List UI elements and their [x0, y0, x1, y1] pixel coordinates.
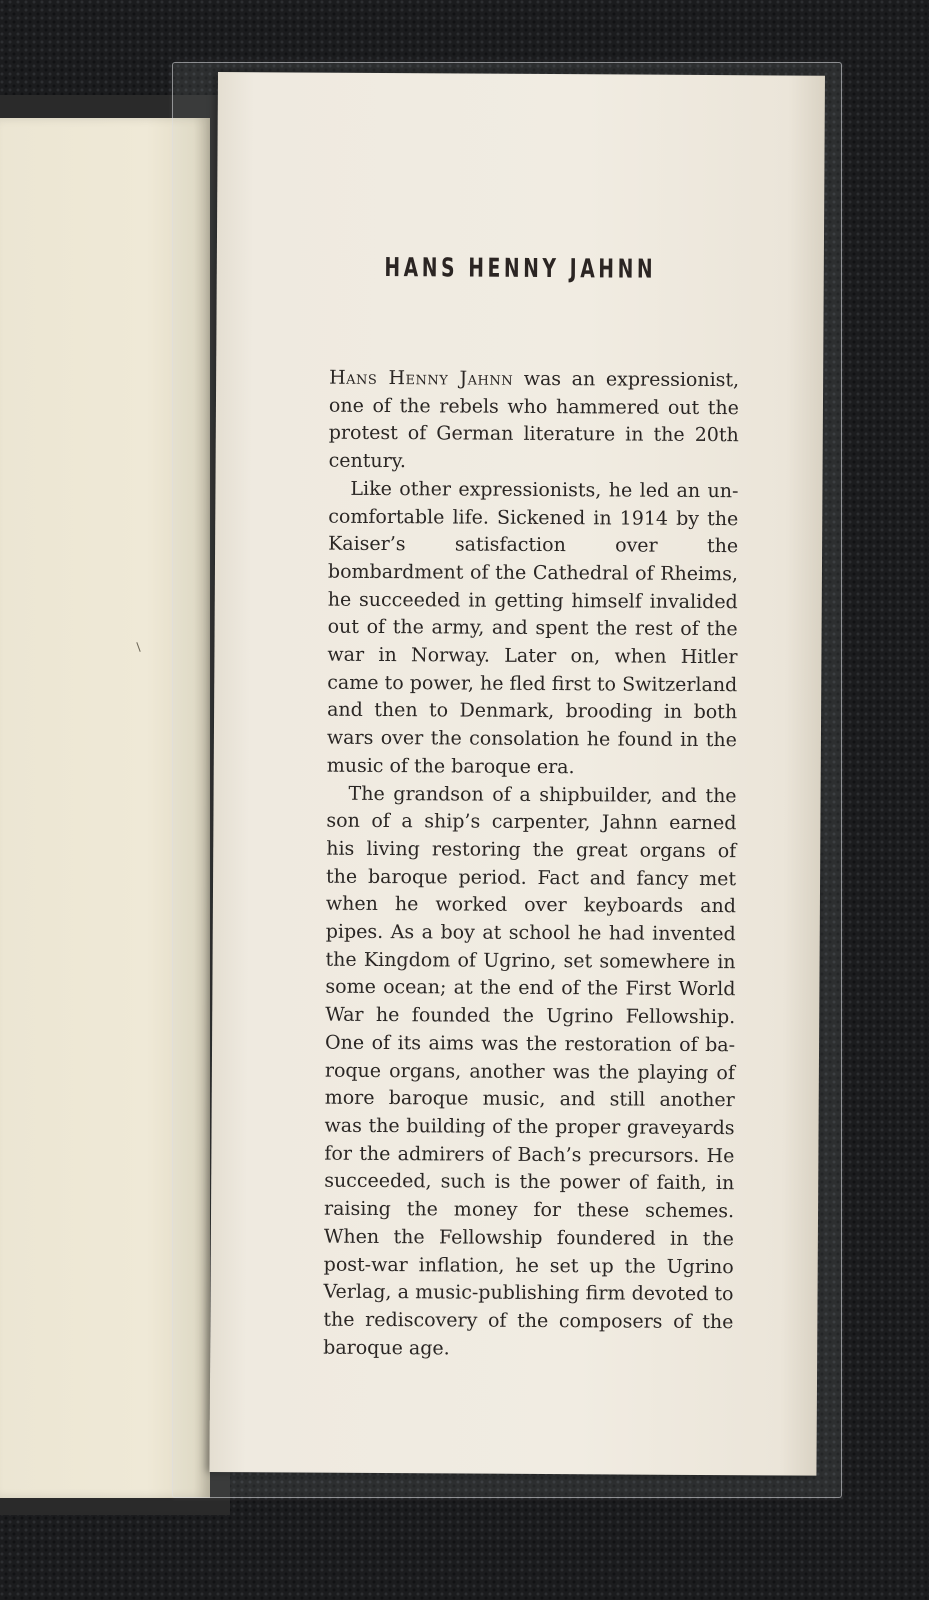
paragraph-3: The grandson of a shipbuilder, and the son of a ship’s carpenter, Jahnn earned his living restoring the great organs of the baroque period. Fact and fancy met when he worked over keyboards and pipes. As a boy at school he had invented the Kingdom of Ugrino, set somewhere in some ocean; at the end of the First World War he founded the Ugrino Fellowship. One of its aims was the restoration of baroque organs, another was the playing of more baroque music, and still another was the building of the proper graveyards for the admirers of Bach’s precursors. He succeeded, such is the power of faith, in raising the money for these schemes. When the Fellowship foundered in the post-war inflation, he set up the Ugrino Verlag, a music-publishing firm devoted to the rediscovery of the composers of the baroque age. — [323, 782, 737, 1360]
paragraph-2: Like other expressionists, he led an uncomfortable life. Sickened in 1914 by the Kaiser’s satisfaction over the bombardment of the Cathedral of Rheims, he succeeded in getting himself invalided out of the army, and spent the rest of the war in Norway. Later on, when Hitler came to power, he fled first to Switzerland and then to Denmark, brooding in both wars over the consolation he found in the music of the baroque era. — [326, 477, 739, 779]
paragraph-1 — [329, 365, 740, 478]
author-name-lead: Hans Henny Jahnn — [329, 366, 514, 390]
paragraph-1-text: was an expressionist, one of the rebels who hammered out the protest of German literature in the 20th century. — [328, 367, 740, 473]
dust-jacket-flap — [209, 72, 825, 1476]
stray-mark — [136, 642, 140, 652]
flap-title: HANS HENNY JAHNN — [384, 253, 657, 285]
flap-body — [323, 365, 739, 1365]
